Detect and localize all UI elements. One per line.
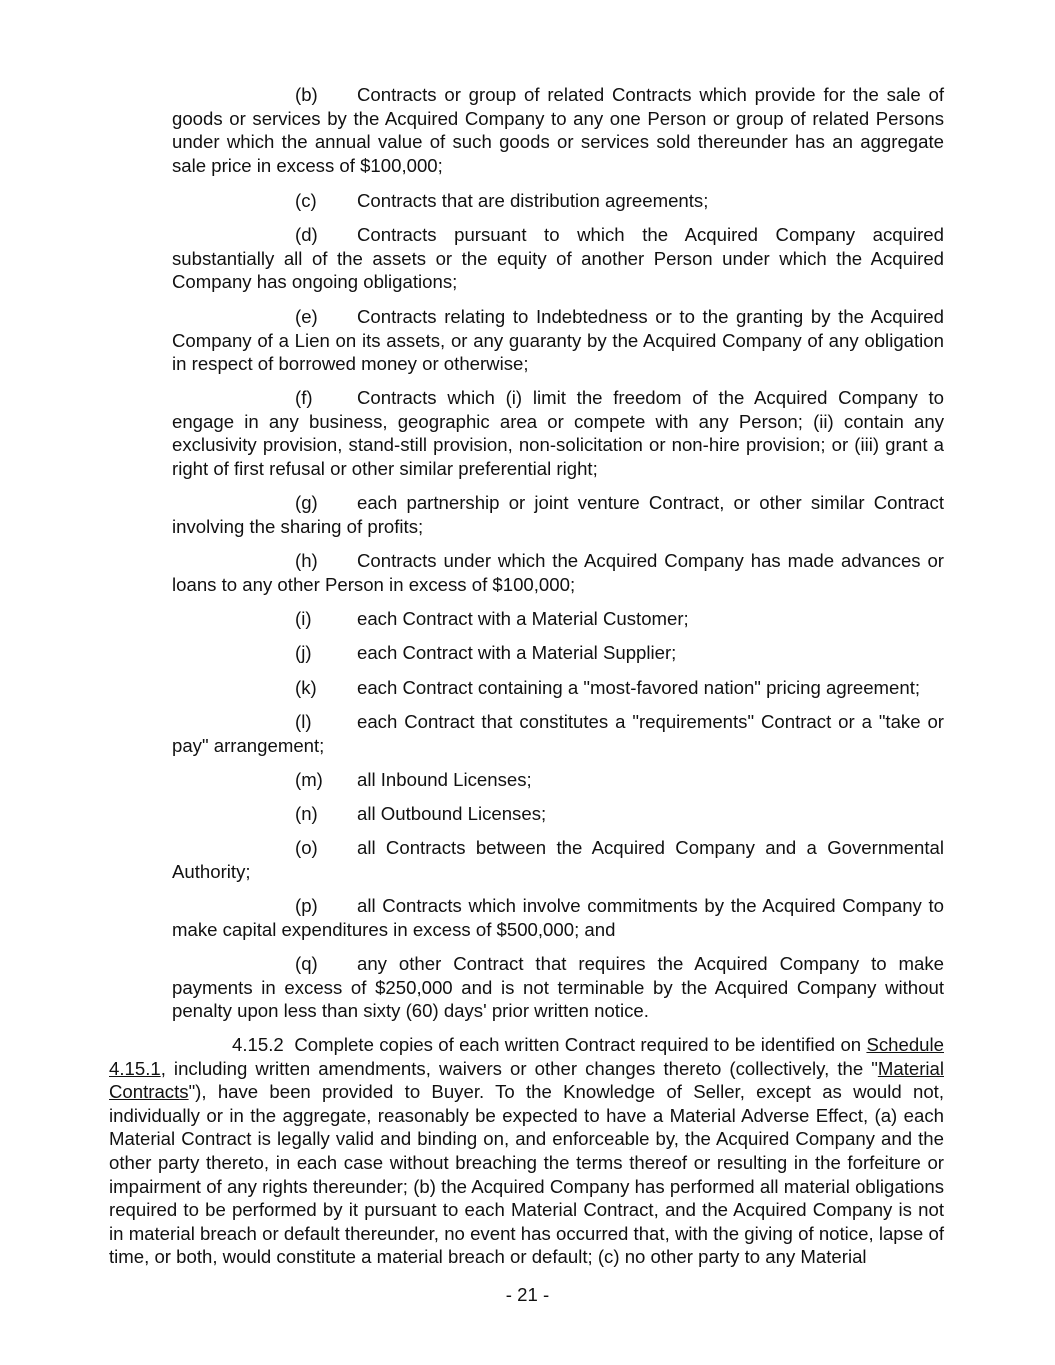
clause-text: each Contract that constitutes a "requirements" Contract or a "take or pay" arrangement; [172,711,944,756]
clause-label: (n) [295,803,318,824]
clause-label: (d) [295,224,318,245]
clause-text: each Contract with a Material Supplier; [357,642,677,663]
clause-j [295,641,944,665]
clause-text: each Contract containing a "most-favored nation" pricing agreement; [357,677,921,698]
defined-term: Material Contracts [109,1057,944,1103]
clause-m [295,768,944,792]
section-4-15-2 [109,1033,944,1269]
section-text-3: "), have been provided to Buyer. To the Knowledge of Seller, except as would not, individually or in the aggregate, reasonably be expected to have a Material Adverse Effect, (a) each Material Contract is legally valid and binding on, and enforceable by, the Acquired Company and the other party thereto, in each case without breaching the terms thereof or resulting in the forfeiture or impairment of any rights thereunder; (b) the Acquired Company has performed all material obligations required to be performed by it pursuant to each Material Contract, and the Acquired Company is not in material breach or default thereunder, no event has occurred that, with the giving of notice, lapse of time, or both, would constitute a material breach or default; (c) no other party to any Material [109,1081,944,1268]
clause-text: all Inbound Licenses; [357,769,532,790]
clause-text: Contracts which (i) limit the freedom of the Acquired Company to engage in any business, geographic area or compete with any Person; (ii) contain any exclusivity provision, stand-still provision, non-solicitation or non-hire provision; or (iii) grant a right of first refusal or other similar preferential right; [172,387,944,479]
clause-text: any other Contract that requires the Acquired Company to make payments in excess of $250,000 and is not terminable by the Acquired Company without penalty upon less than sixty (60) days' prior written notice. [172,953,944,1022]
clause-e [172,305,944,376]
clause-i [295,607,944,631]
clause-text: all Contracts between the Acquired Company and a Governmental Authority; [172,837,944,882]
clause-g [172,491,944,538]
section-number: 4.15.2 [232,1034,284,1055]
clause-label: (j) [295,642,312,663]
clause-f [172,386,944,480]
clause-label: (m) [295,769,323,790]
clause-b [172,83,944,177]
clause-label: (i) [295,608,312,629]
clause-text: Contracts under which the Acquired Company has made advances or loans to any other Person in excess of $100,000; [172,550,944,595]
clause-p [172,894,944,941]
clause-h [172,549,944,596]
clause-label: (k) [295,677,317,698]
page-number: - 21 - [505,1284,550,1305]
clause-label: (e) [295,306,318,327]
clause-n [295,802,944,826]
clause-c [295,189,944,213]
clause-o [172,836,944,883]
clause-l [172,710,944,757]
clause-text: Contracts that are distribution agreements; [357,190,709,211]
clause-text: all Contracts which involve commitments by the Acquired Company to make capital expenditures in excess of $500,000; and [172,895,944,940]
clause-text: Contracts relating to Indebtedness or to the granting by the Acquired Company of a Lien on its assets, or any guaranty by the Acquired Company of any obligation in respect of borrowed money or otherwise; [172,306,944,375]
clause-label: (p) [295,895,318,916]
clause-text: each partnership or joint venture Contract, or other similar Contract involving the sharing of profits; [172,492,944,537]
section-text-2: , including written amendments, waivers or other changes thereto (collectively, the " [160,1057,878,1079]
clause-label: (q) [295,953,318,974]
section-text-1: Complete copies of each written Contract required to be identified on [294,1034,867,1055]
schedule-reference: Schedule 4.15.1 [109,1034,944,1079]
clause-label: (f) [295,387,313,408]
clause-label: (c) [295,190,317,211]
clause-d [172,223,944,294]
clause-label: (l) [295,711,312,732]
clause-text: each Contract with a Material Customer; [357,608,689,629]
clause-text: Contracts or group of related Contracts which provide for the sale of goods or services by the Acquired Company to any one Person or group of related Persons under which the annual value of such goods or services sold thereunder has an aggregate sale price in excess of $100,000; [172,84,944,176]
clause-label: (g) [295,492,318,513]
clause-label: (o) [295,837,318,858]
clause-q [172,952,944,1023]
clause-k [295,676,944,700]
clause-text: all Outbound Licenses; [357,803,547,824]
clause-text: Contracts pursuant to which the Acquired Company acquired substantially all of the assets or the equity of another Person under which the Acquired Company has ongoing obligations; [172,224,944,293]
clause-label: (b) [295,84,318,105]
clause-label: (h) [295,550,318,571]
